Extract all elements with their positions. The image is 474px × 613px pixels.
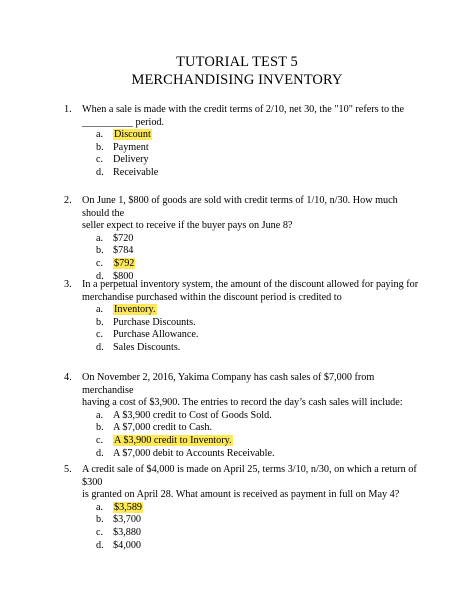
option-list	[96, 129, 424, 179]
option-c: c. Delivery	[96, 154, 149, 166]
option-c: c. Purchase Allowance.	[96, 329, 199, 341]
option-list	[96, 502, 424, 552]
option-b: b. Payment	[96, 141, 149, 153]
option-list	[96, 304, 424, 354]
option-d: d. $800	[96, 270, 134, 282]
option-a: a. Inventory.	[96, 304, 156, 316]
question-number: 2.	[64, 195, 72, 206]
option-d: d. A $7,000 debit to Accounts Receivable.	[96, 447, 275, 459]
option-a: a. Discount	[96, 129, 151, 141]
question-5	[64, 464, 424, 552]
option-a: a. $720	[96, 232, 134, 244]
highlighted-answer: $792	[114, 257, 135, 269]
option-d: d. $4,000	[96, 539, 142, 551]
highlighted-answer: Inventory.	[114, 304, 156, 316]
option-d: d. Receivable	[96, 166, 159, 178]
question-3	[64, 279, 424, 355]
question-text: On June 1, $800 of goods are sold with credit terms of 1/10, n/30. How much should the seller expect to receive if the buyer pays on June 8?	[82, 195, 398, 232]
option-c: c. $792	[96, 257, 135, 269]
question-number: 3.	[64, 279, 72, 290]
question-text: When a sale is made with the credit terms of 2/10, net 30, the "10" refers to the __________ period.	[82, 104, 405, 128]
option-b: b. $784	[96, 245, 134, 257]
question-text: A credit sale of $4,000 is made on April 25, terms 3/10, n/30, on which a return of $300 is granted on April 28. What amount is received as payment in full on May 4?	[82, 464, 417, 501]
option-a: a. $3,589	[96, 501, 143, 513]
question-number: 1.	[64, 104, 72, 115]
question-4	[64, 372, 424, 460]
page-title: TUTORIAL TEST 5	[176, 54, 298, 70]
question-number: 4.	[64, 372, 72, 383]
option-b: b. A $7,000 credit to Cash.	[96, 422, 213, 434]
option-d: d. Sales Discounts.	[96, 341, 181, 353]
page-subtitle: MERCHANDISING INVENTORY	[131, 72, 343, 88]
option-c: c. $3,880	[96, 526, 142, 538]
option-list	[96, 410, 424, 460]
question-text: In a perpetual inventory system, the amount of the discount allowed for paying for merchandise purchased within the discount period is credited to	[82, 279, 419, 303]
highlighted-answer: $3,589	[114, 501, 143, 513]
option-c: c. A $3,900 credit to Inventory.	[96, 434, 232, 446]
highlighted-answer: Discount	[114, 129, 151, 141]
highlighted-answer: A $3,900 credit to Inventory.	[114, 434, 232, 446]
option-b: b. $3,700	[96, 514, 142, 526]
question-text: On November 2, 2016, Yakima Company has cash sales of $7,000 from merchandise having a cost of $3,900. The entries to record the day’s cash sales will include:	[82, 372, 403, 409]
option-b: b. Purchase Discounts.	[96, 316, 196, 328]
option-a: a. A $3,900 credit to Cost of Goods Sold.	[96, 409, 272, 421]
option-list	[96, 233, 424, 283]
question-number: 5.	[64, 464, 72, 475]
question-2	[64, 195, 424, 283]
question-1	[64, 104, 424, 180]
